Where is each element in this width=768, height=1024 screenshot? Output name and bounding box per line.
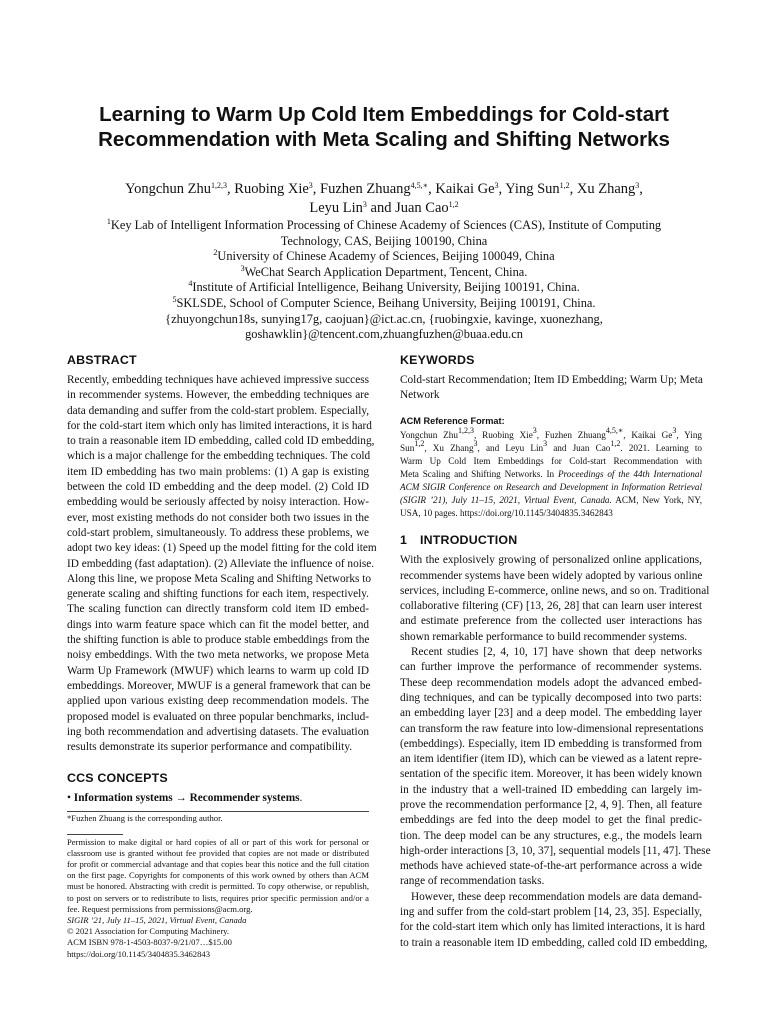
- affiliation-text: Technology, CAS, Beijing 100190, China: [280, 233, 488, 248]
- abstract-line: proposed model is evaluated on three popular benchmarks, includ-: [67, 710, 369, 723]
- author-affil-mark: 1,2: [448, 200, 459, 209]
- affiliation-mark: 1: [106, 217, 111, 226]
- author-name: Ying Sun: [505, 181, 560, 197]
- abstract-line: adopt two key ideas: (1) Speed up the model fitting for the cold item: [67, 542, 377, 555]
- affiliation-line: [40, 249, 728, 265]
- paper-title: [40, 102, 728, 152]
- affiliation-mark: 2: [213, 248, 218, 258]
- acm-ref-line: Warm Up Cold Item Embeddings for Cold-start Recommendation with: [400, 455, 702, 466]
- intro-line: for the cold-start item which only has limited interactions, it is hard: [400, 921, 705, 934]
- author-name: Juan Cao: [395, 200, 449, 216]
- abstract-line: results demonstrate its superior performance and compatibility.: [67, 741, 353, 754]
- affiliation-line: [40, 234, 728, 250]
- arrow-icon: →: [175, 792, 187, 805]
- affiliation-mark: 3: [240, 263, 245, 273]
- permission-line: for profit or commercial advantage and that copies bear this notice and the full citation: [67, 859, 369, 870]
- author-line: Leyu Lin$^3$ and Juan Cao$^{1,2}$: [309, 200, 459, 216]
- affiliation-mark: 5: [172, 294, 177, 304]
- abstract-line: The scaling function can directly transform cold item ID embed-: [67, 603, 369, 616]
- author-affil-mark: 1,2: [559, 181, 570, 190]
- left-column: [67, 352, 377, 960]
- author-name: Ruobing Xie: [234, 181, 309, 197]
- affiliation-text: SKLSDE, School of Computer Science, Beihang University, Beijing 100191, China.: [176, 295, 596, 310]
- affiliation-text: goshawklin}@tencent.com,zhuangfuzhen@buaa.edu.cn: [245, 327, 523, 342]
- abstract-line: ID embedding (fast adaptation). (2) Alleviate the influence of noise.: [67, 557, 375, 570]
- affiliation-line: [40, 327, 728, 343]
- doi-link[interactable]: https://doi.org/10.1145/3404835.3462843: [67, 948, 210, 959]
- affiliation-mark: 4: [188, 279, 193, 289]
- ccs-item: Recommender systems: [189, 792, 300, 805]
- abstract-line: to train a reasonable item ID embedding, called cold ID embedding,: [67, 435, 375, 448]
- permission-line: to post on servers or to redistribute to lists, requires prior specific permission and/or a: [67, 892, 369, 903]
- title-line: Learning to Warm Up Cold Item Embeddings for Cold-start: [99, 103, 669, 126]
- affiliations: [40, 218, 728, 343]
- intro-line: sentation of the specific item. Moreover, it has been widely known: [400, 768, 702, 781]
- affiliation-line: [40, 296, 728, 312]
- intro-line: ing and suffer from the cold-start problem [14, 23, 35]. Especially,: [400, 906, 702, 919]
- abstract-line: embedding would be seriously affected by noisy interaction. How-: [67, 496, 369, 509]
- permission-line: Permission to make digital or hard copies of all or part of this work for personal or: [67, 836, 369, 847]
- intro-line: can further improve the performance of recommender systems.: [400, 661, 702, 674]
- intro-line: high-order interactions [3, 10, 37], sequential models [11, 47]. These: [400, 844, 711, 857]
- permission-line: fee. Request permissions from permissions@acm.org.: [67, 903, 253, 914]
- abstract-line: Along this line, we propose Meta Scaling and Shifting Networks to: [67, 572, 372, 585]
- affiliation-text: {zhuyongchun18s, sunying17g, caojuan}@ict.ac.cn, {ruobingxie, kavinge, xuonezhang,: [165, 311, 603, 326]
- ccs-heading: CCS CONCEPTS: [67, 771, 168, 786]
- acm-ref-line: Sun$^{1,2}$, Xu Zhang$^3$, and Leyu Lin$^3$ and Juan Cao$^{1,2}$. 2021. Learning to: [400, 438, 703, 453]
- intro-line: in the industry that a well-trained ID embedding can largely im-: [400, 783, 702, 796]
- author-name: Leyu Lin: [309, 200, 363, 216]
- intro-line: services, including E-commerce, online news, and so on. Traditional: [400, 584, 710, 597]
- author-affil-mark: 1,2,3: [211, 181, 228, 190]
- abstract-line: ever, most existing methods do not consider both two issues in the: [67, 511, 369, 524]
- abstract-line: the shifting function is able to produce stable embeddings from the: [67, 634, 370, 647]
- author-line: Yongchun Zhu$^{1,2,3}$, Ruobing Xie$^3$, Fuzhen Zhuang$^{4,5,∗}$, Kaikai Ge$^3$, Ying Sun$^{1,2}$, Xu Zhang$^3$,: [125, 181, 643, 197]
- intro-line: ding techniques, and can be typically decomposed into two parts:: [400, 691, 702, 704]
- abstract-line: ing both recommendation and advertising datasets. The evaluation: [67, 725, 369, 738]
- intro-line: These deep recommendation models adopt the advanced embed-: [400, 676, 702, 689]
- bullet-icon: •: [67, 792, 71, 805]
- abstract-line: noisy embeddings. With the two meta networks, we propose Meta: [67, 649, 369, 662]
- intro-line: (embeddings). Especially, item ID embedding is transformed from: [400, 737, 702, 750]
- abstract-line: generate scaling and shifting functions for each item, respectively.: [67, 588, 369, 601]
- acm-ref-line: USA, 10 pages. https://doi.org/10.1145/3404835.3462843: [400, 508, 613, 519]
- author-affil-mark: 3: [494, 181, 499, 190]
- acm-ref-line: Yongchun Zhu$^{1,2,3}$, Ruobing Xie$^3$, Fuzhen Zhuang$^{4,5,∗}$, Kaikai Ge$^3$, Ying: [400, 425, 703, 440]
- author-list: [40, 180, 728, 218]
- acm-ref-body: [400, 425, 703, 521]
- abstract-line: cold-start problem, simultaneously. To address these problems, we: [67, 526, 369, 539]
- affiliation-text: University of Chinese Academy of Sciences, Beijing 100049, China: [217, 249, 555, 264]
- intro-line: prove the recommendation performance [2, 4, 9]. Then, all feature: [400, 799, 702, 811]
- intro-line: an item identifier (item ID), which can be viewed as a latent repre-: [400, 753, 702, 766]
- affiliation-line: [40, 218, 728, 234]
- acm-ref-line: Meta Scaling and Shifting Networks. In Proceedings of the 44th International: [400, 468, 703, 479]
- keywords-body: [400, 373, 702, 404]
- permission-line: must be honored. Abstracting with credit is permitted. To copy otherwise, or republish,: [67, 881, 369, 892]
- intro-line: With the explosively growing of personalized online applications,: [400, 554, 702, 567]
- intro-line: to train a reasonable item ID embedding, called cold ID embedding,: [400, 936, 708, 949]
- affiliation-line: [40, 280, 728, 296]
- abstract-line: for the cold-start item which only has limited interactions, it is hard: [67, 419, 372, 432]
- abstract-line: dings into warm feature space which can fit the model better, and: [67, 618, 369, 631]
- abstract-line: embeddings. Moreover, MWUF is a general framework that can be: [67, 679, 371, 692]
- author-affil-mark: 3: [308, 181, 313, 190]
- intro-line: Recent studies [2, 4, 10, 17] have shown that deep networks: [411, 646, 702, 659]
- intro-line: range of recommendation tasks.: [400, 875, 545, 888]
- intro-line: However, these deep recommendation models are data demand-: [411, 890, 702, 903]
- footnote: *Fuzhen Zhuang is the corresponding author.: [67, 813, 223, 824]
- intro-line: recommender systems have been widely adopted by various online: [400, 569, 703, 582]
- title-line: Recommendation with Meta Scaling and Shifting Networks: [98, 128, 670, 151]
- keywords-heading: KEYWORDS: [400, 353, 475, 367]
- section-number: 1: [400, 533, 408, 548]
- affiliation-line: [40, 312, 728, 328]
- intro-line: an embedding layer [23] and a deep model. The embedding layer: [400, 707, 702, 720]
- intro-body: [400, 553, 711, 951]
- right-column: [400, 352, 711, 951]
- intro-line: and estimate preference from the collected user interactions has: [400, 615, 702, 628]
- abstract-heading: ABSTRACT: [67, 353, 137, 367]
- venue: SIGIR ’21, July 11–15, 2021, Virtual Event, Canada: [67, 915, 247, 926]
- abstract-line: Warm Up Framework (MWUF) which learns to warm up cold ID: [67, 664, 369, 677]
- intro-line: can transform the raw feature into low-dimensional representations: [400, 722, 704, 735]
- abstract-body: [67, 373, 377, 755]
- author-affil-mark: 3: [635, 181, 640, 190]
- affiliation-line: [40, 265, 728, 281]
- author-name: Kaikai Ge: [435, 181, 495, 197]
- abstract-line: Recently, embedding techniques have achieved impressive success: [67, 374, 369, 386]
- acm-ref-line: (SIGIR ’21), July 11–15, 2021, Virtual Event, Canada. ACM, New York, NY,: [400, 495, 702, 506]
- keywords-line: Cold-start Recommendation; Item ID Embedding; Warm Up; Meta: [400, 374, 703, 386]
- affiliation-text: Key Lab of Intelligent Information Processing of Chinese Academy of Sciences (CAS), Institute of Computing: [110, 218, 662, 232]
- intro-line: methods have achieved state-of-the-art performance across a wide: [400, 860, 702, 873]
- abstract-line: in recommender systems. However, the embedding techniques are: [67, 389, 369, 402]
- abstract-line: applied upon various existing deep recommendation models. The: [67, 695, 369, 708]
- intro-line: collaborative filtering (CF) [13, 26, 28] that can learn user interest: [400, 600, 702, 613]
- acm-ref-line: ACM SIGIR Conference on Research and Development in Information Retrieval: [400, 481, 702, 492]
- permission-text: [67, 837, 369, 915]
- affiliation-text: WeChat Search Application Department, Tencent, China.: [244, 264, 528, 279]
- abstract-line: which is a major challenge for the embedding techniques. The cold: [67, 450, 371, 463]
- ccs-concept: [67, 791, 369, 806]
- intro-line: embeddings are fed into the deep model to get the final predic-: [400, 814, 702, 827]
- permission-line: on the first page. Copyrights for components of this work owned by others than ACM: [67, 870, 369, 881]
- abstract-line: data demanding and suffer from the cold-start problem. Especially,: [67, 404, 370, 417]
- permission-line: classroom use is granted without fee provided that copies are not made or distributed: [67, 847, 369, 858]
- intro-line: tion. The deep model can be any structures, e.g., the models learn: [400, 829, 702, 842]
- affiliation-text: Institute of Artificial Intelligence, Beihang University, Beijing 100191, China.: [192, 280, 580, 295]
- author-affil-mark: 4,5,∗: [410, 181, 429, 190]
- abstract-line: between the cold ID embedding and the deep model. (2) Cold ID: [67, 481, 369, 494]
- ccs-period: .: [299, 792, 303, 805]
- isbn: ACM ISBN 978-1-4503-8037-9/21/07…$15.00: [67, 937, 232, 948]
- author-name: Xu Zhang: [576, 181, 636, 197]
- permission-block: [67, 837, 369, 960]
- copyright: © 2021 Association for Computing Machinery.: [67, 926, 230, 937]
- intro-line: shown remarkable performance to build recommender systems.: [400, 630, 688, 643]
- author-affil-mark: 3: [362, 200, 367, 209]
- keywords-line: Network: [400, 389, 440, 402]
- ccs-item: Information systems: [73, 792, 173, 805]
- abstract-line: item ID embedding has two main problems: (1) A gap is existing: [67, 465, 369, 478]
- author-name: Yongchun Zhu: [125, 181, 212, 197]
- author-name: Fuzhen Zhuang: [320, 181, 411, 197]
- acm-ref-heading: ACM Reference Format:: [400, 415, 505, 426]
- intro-heading: [400, 532, 702, 548]
- section-title: INTRODUCTION: [420, 533, 518, 548]
